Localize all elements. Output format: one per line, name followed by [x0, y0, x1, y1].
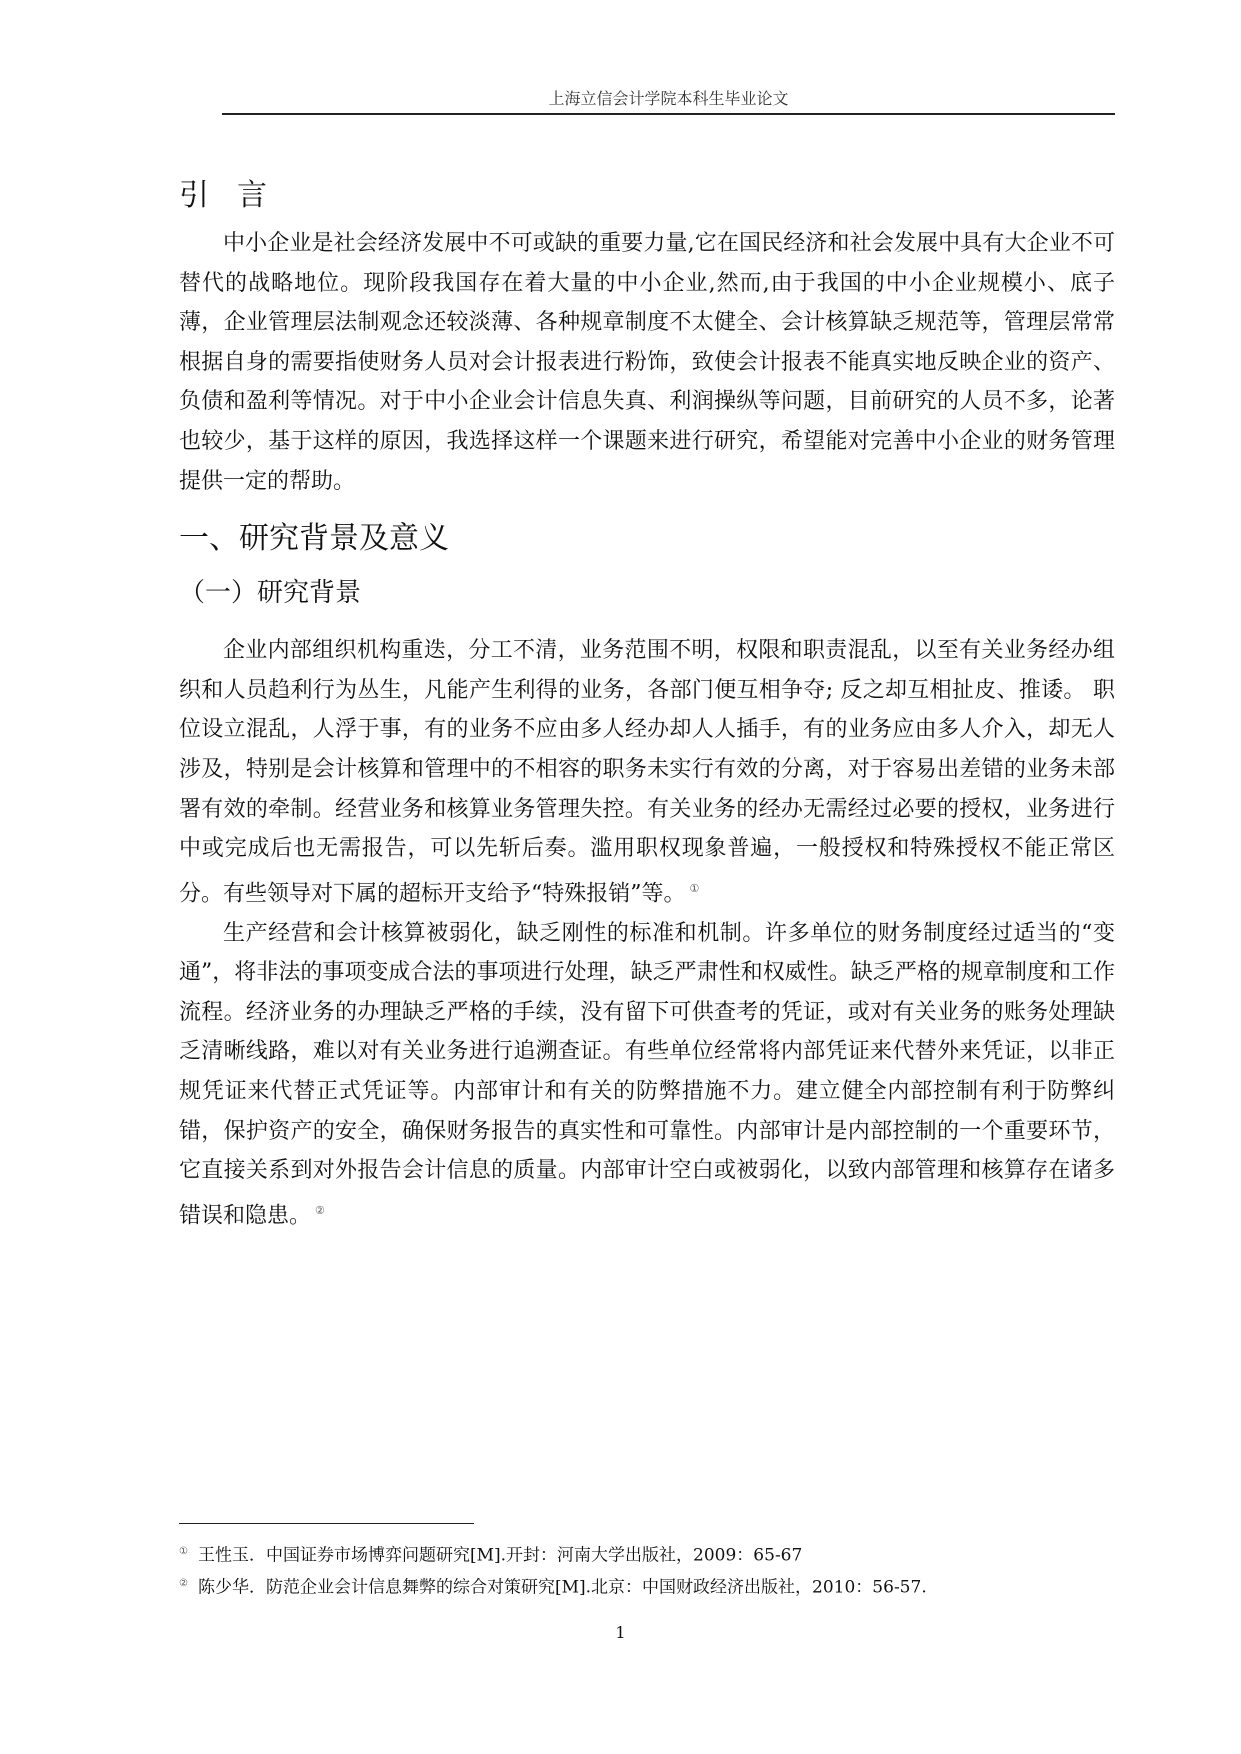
page-number: 1 — [615, 1623, 626, 1642]
footnote-mark: ① — [179, 1546, 188, 1557]
footnote-ref-1: ① — [689, 881, 700, 895]
footnote-rule — [179, 1523, 474, 1524]
footnote-ref-2: ② — [315, 1203, 325, 1217]
footnote-text: 陈少华．防范企业会计信息舞弊的综合对策研究[M].北京：中国财政经济出版社，2010：56-57. — [197, 1577, 927, 1598]
background-paragraph-1 — [179, 631, 1115, 913]
header-rule — [222, 113, 1115, 115]
paragraph-text: 企业内部组织机构重迭，分工不清，业务范围不明，权限和职责混乱，以至有关业务经办组织和人员趋利行为丛生，凡能产生利得的业务，各部门便互相争夺; 反之却互相扯皮、推诿。 职位设立混乱，人浮于事，有的业务不应由多人经办却人人插手，有的业务应由多人介入，却无人涉及，特别是会计核算和管理中的不相容的职务未实行有效的分离，对于容易出差错的业务未部署有效的牵制。经营业务和核算业务管理失控。有关业务的经办无需经过必要的授权，业务进行中或完成后也无需报告，可以先斩后奏。滥用职权现象普遍，一般授权和特殊授权不能正常区分。有些领导对下属的超标开支给予“特殊报销”等。 — [179, 638, 1115, 907]
background-paragraph-2 — [179, 914, 1115, 1236]
footnote — [179, 1570, 1115, 1602]
footnotes — [179, 1538, 1115, 1601]
intro-heading: 引言 — [179, 178, 295, 213]
footnote-text: 王性玉．中国证券市场博弈问题研究[M].开封：河南大学出版社，2009：65-67 — [197, 1545, 803, 1566]
page-header: 上海立信会计学院本科生毕业论文 — [548, 89, 789, 108]
footnote — [179, 1538, 1115, 1570]
page-body — [179, 176, 1115, 1236]
intro-paragraph: 中小企业是社会经济发展中不可或缺的重要力量,它在国民经济和社会发展中具有大企业不可替代的战略地位。现阶段我国存在着大量的中小企业,然而,由于我国的中小企业规模小、底子薄，企业管理层法制观念还较淡薄、各种规章制度不太健全、会计核算缺乏规范等，管理层常常根据自身的需要指使财务人员对会计报表进行粉饰，致使会计报表不能真实地反映企业的资产、负债和盈利等情况。对于中小企业会计信息失真、利润操纵等问题，目前研究的人员不多，论著也较少，基于这样的原因，我选择这样一个课题来进行研究，希望能对完善中小企业的财务管理提供一定的帮助。 — [179, 231, 1115, 494]
footnote-mark: ② — [179, 1577, 188, 1589]
paragraph-text: 生产经营和会计核算被弱化，缺乏刚性的标准和机制。许多单位的财务制度经过适当的“变通”，将非法的事项变成合法的事项进行处理，缺乏严肃性和权威性。缺乏严格的规章制度和工作流程。经济业务的办理缺乏严格的手续，没有留下可供查考的凭证，或对有关业务的账务处理缺乏清晰线路，难以对有关业务进行追溯查证。有些单位经常将内部凭证来代替外来凭证，以非正规凭证来代替正式凭证等。内部审计和有关的防弊措施不力。建立健全内部控制有利于防弊纠错，保护资产的安全，确保财务报告的真实性和可靠性。内部审计是内部控制的一个重要环节，它直接关系到对外报告会计信息的质量。内部审计空白或被弱化，以致内部管理和核算存在诸多错误和隐患。 — [179, 920, 1115, 1229]
section-heading: 一、研究背景及意义 — [179, 521, 449, 557]
subsection-heading: （一）研究背景 — [179, 578, 362, 609]
